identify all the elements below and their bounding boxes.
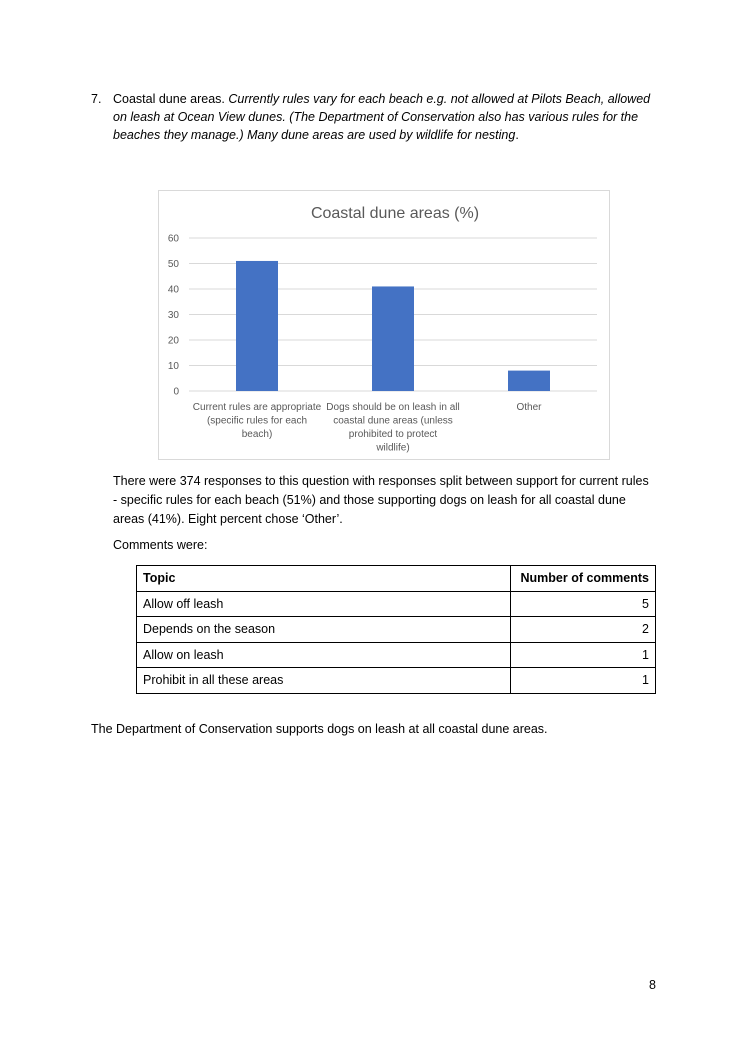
topic-cell: Allow on leash — [137, 642, 511, 668]
topic-cell: Prohibit in all these areas — [137, 668, 511, 694]
x-tick-label: coastal dune areas (unless — [333, 415, 453, 427]
topic-cell: Allow off leash — [137, 591, 511, 617]
count-cell: 5 — [511, 591, 656, 617]
topic-cell: Depends on the season — [137, 617, 511, 643]
comments-table — [136, 565, 656, 694]
comments-label: Comments were: — [113, 538, 208, 552]
header-number-of-comments: Number of comments — [511, 566, 656, 592]
question-title: Coastal dune areas. — [113, 92, 225, 106]
bar — [508, 371, 550, 391]
chart-title: Coastal dune areas (%) — [310, 205, 480, 222]
y-tick-label: 10 — [167, 361, 179, 372]
bar-chart — [158, 190, 610, 460]
x-tick-label: Current rules are appropriate — [192, 402, 322, 413]
table-header-row — [137, 566, 656, 592]
x-tick-label: wildlife) — [376, 442, 410, 454]
y-tick-label: 20 — [167, 335, 179, 347]
x-tick-label: Dogs should be on leash in all — [326, 402, 460, 413]
y-tick-label: 50 — [167, 259, 179, 270]
y-tick-label: 0 — [173, 386, 179, 398]
page-number: 8 — [649, 978, 656, 992]
x-tick-label: beach) — [241, 429, 273, 440]
x-tick-label: prohibited to protect — [348, 429, 438, 440]
table-row — [137, 591, 656, 617]
x-tick-label: Other — [516, 402, 542, 413]
question-description: Currently rules vary for each beach e.g. not allowed at Pilots Beach, allowed on leash at Ocean View dunes. (The Department of Conservation also has various rules for the beaches they manage.) Many dune areas are used by wildlife for nesting — [113, 92, 651, 142]
count-cell: 2 — [511, 617, 656, 643]
table-row — [137, 668, 656, 694]
bar — [372, 286, 414, 391]
table-row — [137, 617, 656, 643]
y-tick-label: 60 — [167, 233, 179, 245]
y-tick-label: 30 — [167, 310, 179, 321]
x-tick-label: (specific rules for each — [206, 415, 308, 427]
bar — [236, 261, 278, 391]
count-cell: 1 — [511, 668, 656, 694]
question-item — [91, 90, 661, 144]
question-text — [113, 90, 661, 144]
summary-paragraph: There were 374 responses to this question with responses split between support for current rules - specific rules for each beach (51%) and those supporting dogs on leash for all coastal dune areas (41%). Eight percent chose ‘Other’. — [113, 474, 649, 526]
y-tick-label: 40 — [167, 284, 179, 296]
count-cell: 1 — [511, 642, 656, 668]
footer-note: The Department of Conservation supports dogs on leash at all coastal dune areas. — [91, 722, 548, 736]
chart-svg — [159, 191, 609, 459]
question-end: . — [515, 128, 519, 142]
question-number: 7. — [91, 92, 102, 106]
header-topic: Topic — [137, 566, 511, 592]
table-row — [137, 642, 656, 668]
